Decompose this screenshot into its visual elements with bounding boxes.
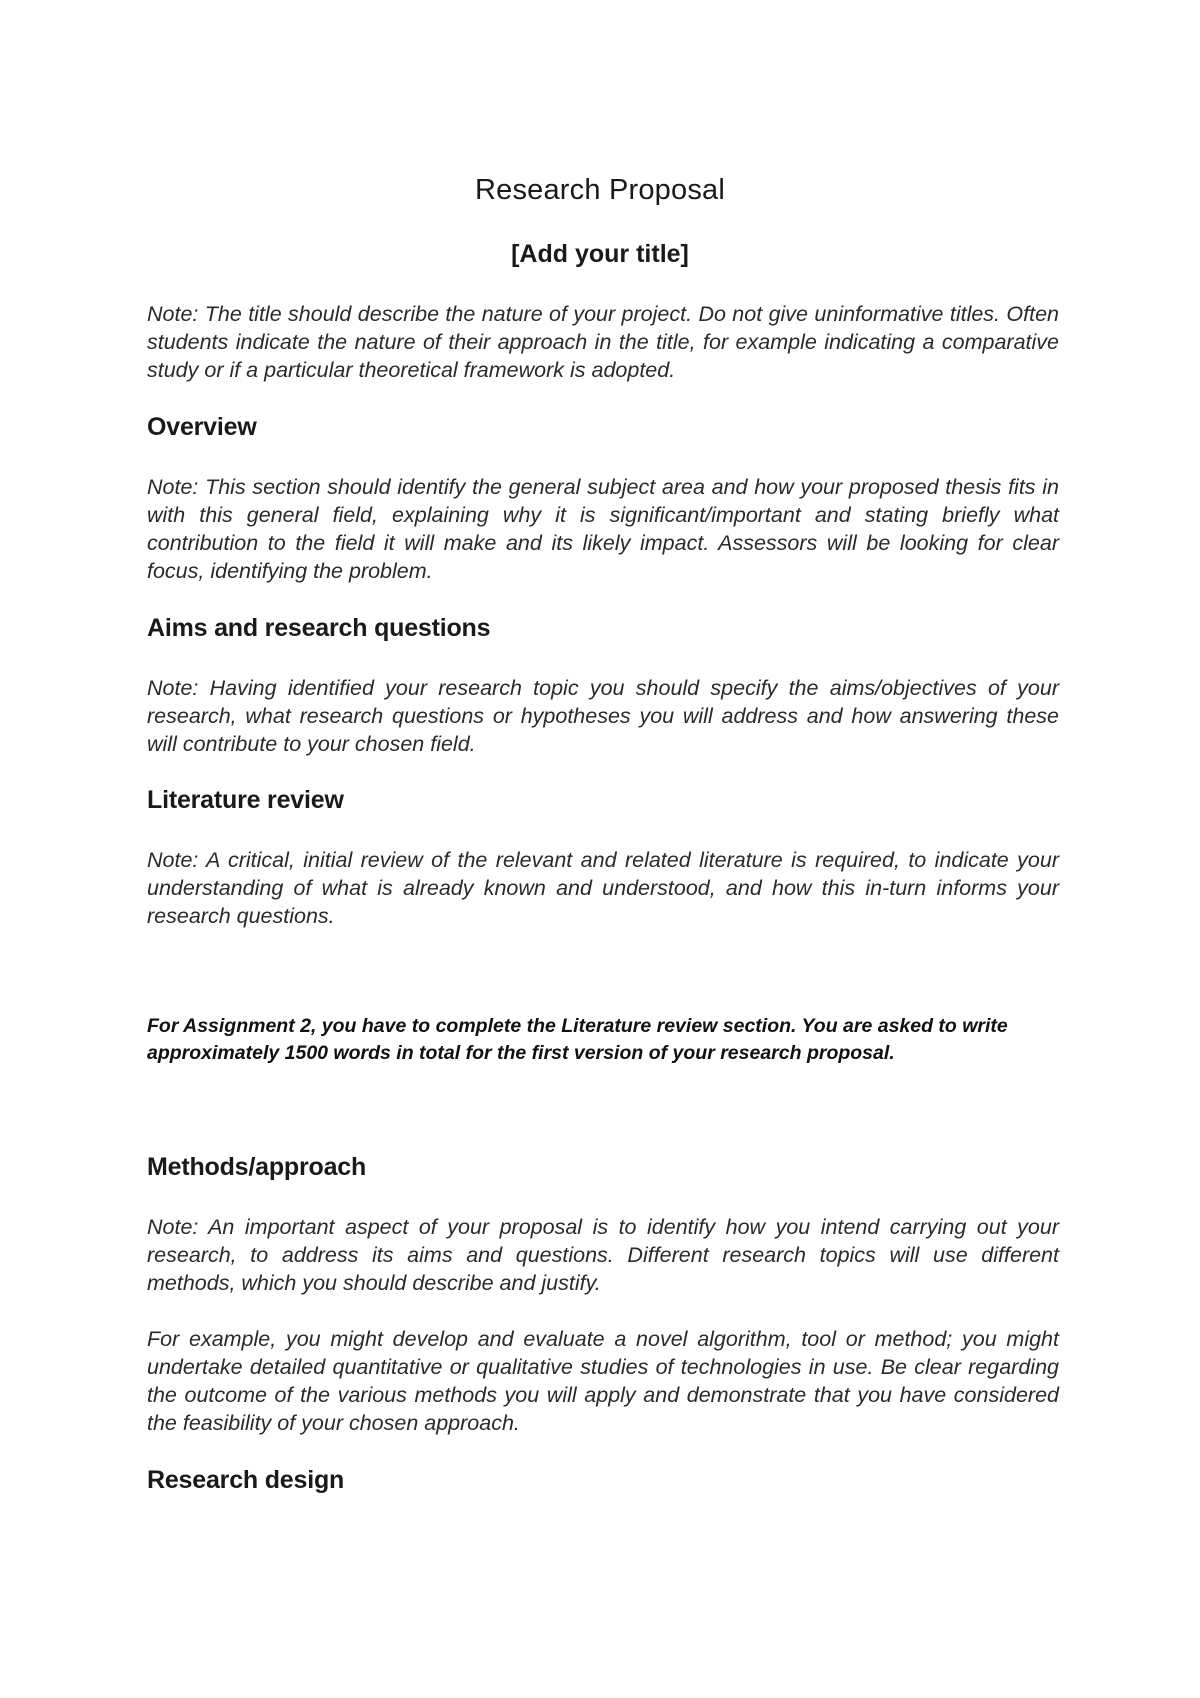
- document-title: Research Proposal: [474, 174, 726, 206]
- section-heading-literature-review: Literature review: [147, 786, 344, 814]
- methods-note: Note: An important aspect of your proposal is to identify how you intend carrying out your research, to address its aims and questions. Different research topics will use different methods, which you should describe and justify.: [147, 1215, 1059, 1295]
- section-heading-research-design: Research design: [147, 1466, 345, 1494]
- section-heading-aims: Aims and research questions: [147, 614, 491, 642]
- proposal-title-placeholder: [Add your title]: [511, 240, 689, 268]
- literature-review-note: Note: A critical, initial review of the relevant and related literature is required, to indicate your understanding of what is already known and understood, and how this in-turn informs your research questions.: [147, 848, 1059, 928]
- section-heading-overview: Overview: [147, 413, 257, 441]
- overview-note: Note: This section should identify the general subject area and how your proposed thesis fits in with this general field, explaining why it is significant/important and stating briefly what contribution to the field it will make and its likely impact. Assessors will be looking for clear focus, identifying the problem.: [147, 475, 1059, 583]
- title-note: Note: The title should describe the nature of your project. Do not give uninformative titles. Often students indicate the nature of their approach in the title, for example indicating a comparative study or if a particular theoretical framework is adopted.: [147, 302, 1059, 382]
- aims-note: Note: Having identified your research topic you should specify the aims/objectives of your research, what research questions or hypotheses you will address and how answering these will contribute to your chosen field.: [147, 676, 1059, 756]
- section-heading-methods: Methods/approach: [147, 1153, 367, 1181]
- methods-example-note: For example, you might develop and evaluate a novel algorithm, tool or method; you might undertake detailed quantitative or qualitative studies of technologies in use. Be clear regarding the outcome of the various methods you will apply and demonstrate that you have considered the feasibility of your chosen approach.: [147, 1327, 1059, 1435]
- assignment-instruction: For Assignment 2, you have to complete the Literature review section. You are asked to write approximately 1500 words in total for the first version of your research proposal.: [147, 1015, 1008, 1064]
